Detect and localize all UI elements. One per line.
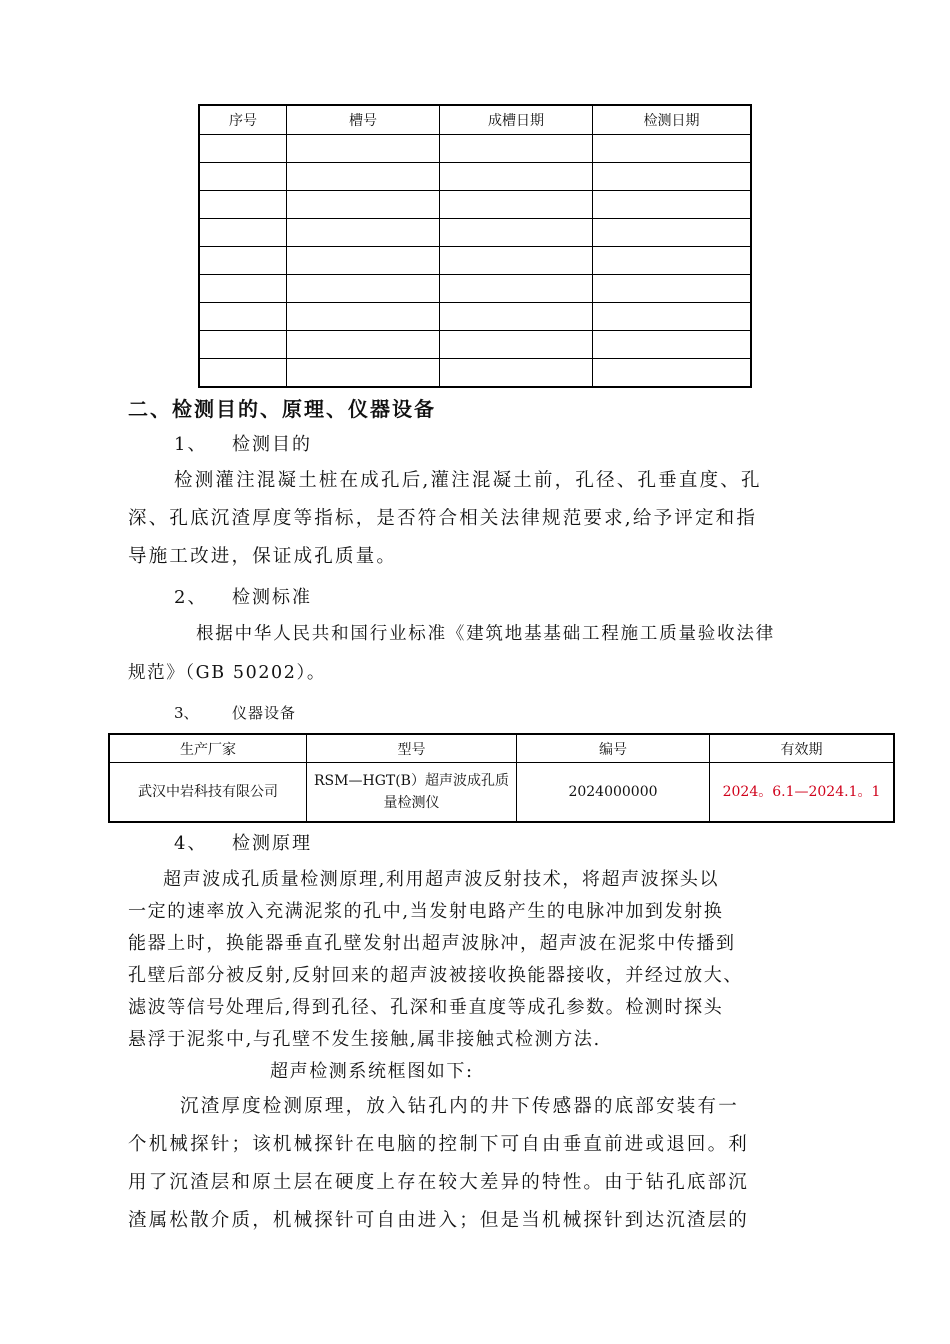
serial-cell: 2024000000 xyxy=(517,763,710,823)
slot-table-header-row xyxy=(199,105,751,135)
table-cell xyxy=(199,359,287,388)
section2-heading: 二、检测目的、原理、仪器设备 xyxy=(128,397,436,421)
table-cell xyxy=(199,303,287,331)
table-cell xyxy=(593,359,752,388)
item2-num: 2、 xyxy=(174,587,208,608)
item1-num: 1、 xyxy=(174,434,208,455)
item1-line-1: 检测灌注混凝土桩在成孔后,灌注混凝土前，孔径、孔垂直度、孔 xyxy=(174,470,762,491)
table-row xyxy=(199,219,751,247)
model-line-2: 量检测仪 xyxy=(383,795,440,811)
table-cell xyxy=(199,191,287,219)
table-row xyxy=(199,163,751,191)
table-cell xyxy=(287,331,440,359)
item4-line-5: 滤波等信号处理后,得到孔径、孔深和垂直度等成孔参数。检测时探头 xyxy=(128,997,724,1018)
table-cell xyxy=(440,303,593,331)
slot-table-body xyxy=(199,135,751,388)
table-cell xyxy=(593,275,752,303)
table-cell xyxy=(440,191,593,219)
table-cell xyxy=(440,219,593,247)
table-row xyxy=(199,191,751,219)
table-cell xyxy=(440,163,593,191)
table-row xyxy=(199,303,751,331)
item4-line-6: 悬浮于泥浆中,与孔壁不发生接触,属非接触式检测方法. xyxy=(128,1029,601,1050)
item3-title: 仪器设备 xyxy=(232,704,297,722)
instrument-table xyxy=(108,733,895,823)
table-cell xyxy=(593,331,752,359)
instrument-header-row xyxy=(109,734,894,763)
table-cell xyxy=(440,331,593,359)
header-validity: 有效期 xyxy=(710,734,895,763)
table-row xyxy=(199,359,751,388)
maker-cell: 武汉中岩科技有限公司 xyxy=(109,763,307,823)
table-cell xyxy=(199,135,287,163)
header-maker: 生产厂家 xyxy=(109,734,307,763)
table-cell xyxy=(287,135,440,163)
header-slot-no: 槽号 xyxy=(287,105,440,135)
item1-line-3: 导施工改进，保证成孔质量。 xyxy=(128,546,398,567)
table-cell xyxy=(199,219,287,247)
table-cell xyxy=(593,191,752,219)
item2-line-2: 规范》（GB 50202）。 xyxy=(128,663,326,683)
table-row xyxy=(199,247,751,275)
instrument-row xyxy=(109,763,894,823)
table-cell xyxy=(287,219,440,247)
model-line-1: RSM—HGT(B）超声波成孔质 xyxy=(314,773,509,789)
sediment-line-1: 沉渣厚度检测原理，放入钻孔内的井下传感器的底部安装有一 xyxy=(180,1096,739,1117)
item3-num: 3、 xyxy=(174,704,199,722)
sediment-line-3: 用了沉渣层和原土层在硬度上存在较大差异的特性。由于钻孔底部沉 xyxy=(128,1172,750,1193)
table-cell xyxy=(593,247,752,275)
table-cell xyxy=(440,275,593,303)
header-test-date: 检测日期 xyxy=(593,105,752,135)
model-cell xyxy=(307,763,517,823)
table-row xyxy=(199,275,751,303)
header-seq: 序号 xyxy=(199,105,287,135)
item4-title: 检测原理 xyxy=(232,833,312,854)
table-cell xyxy=(199,163,287,191)
table-cell xyxy=(199,331,287,359)
item1-line-2: 深、孔底沉渣厚度等指标，是否符合相关法律规范要求,给予评定和指 xyxy=(128,508,758,529)
table-cell xyxy=(287,275,440,303)
validity-cell: 2024。6.1—2024.1。1 xyxy=(710,763,895,823)
item4-line-1: 超声波成孔质量检测原理,利用超声波反射技术，将超声波探头以 xyxy=(163,869,720,890)
table-cell xyxy=(593,303,752,331)
diagram-caption: 超声检测系统框图如下: xyxy=(270,1061,474,1082)
table-cell xyxy=(593,135,752,163)
sediment-line-2: 个机械探针；该机械探针在电脑的控制下可自由垂直前进或退回。利 xyxy=(128,1134,750,1155)
table-row xyxy=(199,135,751,163)
item4-line-4: 孔壁后部分被反射,反射回来的超声波被接收换能器接收，并经过放大、 xyxy=(128,965,743,986)
item4-line-3: 能器上时，换能器垂直孔壁发射出超声波脉冲，超声波在泥浆中传播到 xyxy=(128,933,736,954)
table-cell xyxy=(440,247,593,275)
item2-title: 检测标准 xyxy=(232,587,312,608)
sediment-line-4: 渣属松散介质，机械探针可自由进入；但是当机械探针到达沉渣层的 xyxy=(128,1210,750,1231)
table-cell xyxy=(287,303,440,331)
table-cell xyxy=(199,275,287,303)
table-cell xyxy=(199,247,287,275)
table-cell xyxy=(287,359,440,388)
table-row xyxy=(199,331,751,359)
item1-title: 检测目的 xyxy=(232,434,312,455)
table-cell xyxy=(440,135,593,163)
table-cell xyxy=(593,163,752,191)
table-cell xyxy=(287,247,440,275)
table-cell xyxy=(287,163,440,191)
table-cell xyxy=(287,191,440,219)
item2-line-1: 根据中华人民共和国行业标准《建筑地基基础工程施工质量验收法律 xyxy=(196,624,775,644)
header-serial: 编号 xyxy=(517,734,710,763)
table-cell xyxy=(593,219,752,247)
header-model: 型号 xyxy=(307,734,517,763)
table-cell xyxy=(440,359,593,388)
item4-line-2: 一定的速率放入充满泥浆的孔中,当发射电路产生的电脉冲加到发射换 xyxy=(128,901,724,922)
slot-table xyxy=(198,104,752,388)
item4-num: 4、 xyxy=(174,833,208,854)
header-slot-date: 成槽日期 xyxy=(440,105,593,135)
